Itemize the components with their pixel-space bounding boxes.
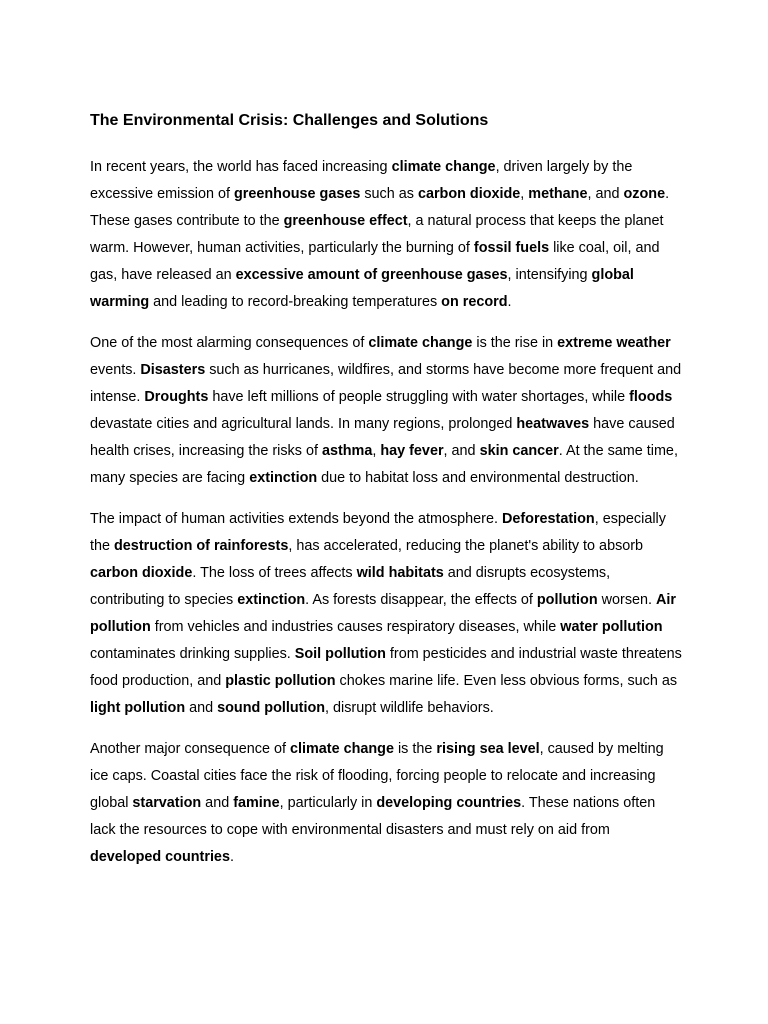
text-run: . (229, 849, 234, 865)
text-run: have caused health crises, increasing the risks of (90, 416, 675, 459)
text-run: , (520, 186, 529, 202)
bold-term: famine (233, 795, 280, 811)
text-run: devastate cities and agricultural lands. In many regions, prolonged (90, 416, 517, 432)
bold-term: hay fever (380, 443, 444, 459)
text-run: worsen. (597, 592, 657, 608)
text-run: In recent years, the world has faced increasing (90, 159, 392, 175)
bold-term: rising sea level (436, 741, 540, 757)
text-run: and (201, 795, 234, 811)
paragraph (90, 330, 682, 492)
bold-term: extreme weather (557, 335, 671, 351)
bold-term: water pollution (560, 619, 663, 635)
text-run: . At the same time, many species are facing (90, 443, 678, 486)
text-run: The impact of human activities extends beyond the atmosphere. (90, 511, 502, 527)
text-run: , and (443, 443, 480, 459)
text-run: , especially the (90, 511, 666, 554)
bold-term: climate change (391, 159, 496, 175)
bold-term: extinction (237, 592, 306, 608)
document-body (90, 154, 680, 871)
bold-term: climate change (290, 741, 394, 757)
text-run: One of the most alarming consequences of (90, 335, 369, 351)
bold-term: skin cancer (479, 443, 559, 459)
bold-term: sound pollution (217, 700, 326, 716)
text-run: from pesticides and industrial waste threatens food production, and (90, 646, 682, 689)
bold-term: Soil pollution (294, 646, 386, 662)
bold-term: pollution (536, 592, 598, 608)
bold-term: Droughts (144, 389, 209, 405)
bold-term: heatwaves (516, 416, 590, 432)
text-run: Another major consequence of (90, 741, 290, 757)
bold-term: ozone (623, 186, 666, 202)
bold-term: developing countries (376, 795, 522, 811)
bold-term: greenhouse effect (283, 213, 408, 229)
bold-term: carbon dioxide (90, 565, 193, 581)
text-run: have left millions of people struggling with water shortages, while (208, 389, 630, 405)
text-run: and (185, 700, 218, 716)
bold-term: starvation (132, 795, 202, 811)
document-title: The Environmental Crisis: Challenges and Solutions (90, 112, 489, 129)
text-run: , driven largely by the excessive emission of (90, 159, 633, 202)
text-run: contaminates drinking supplies. (90, 646, 295, 662)
text-run: , intensifying (507, 267, 592, 283)
text-run: from vehicles and industries causes respiratory diseases, while (150, 619, 561, 635)
text-run: events. (90, 362, 141, 378)
text-run: . The loss of trees affects (192, 565, 357, 581)
text-run: , (372, 443, 381, 459)
text-run: . As forests disappear, the effects of (305, 592, 537, 608)
bold-term: Air pollution (90, 592, 677, 635)
bold-term: Deforestation (501, 511, 595, 527)
bold-term: wild habitats (356, 565, 444, 581)
bold-term: destruction of rainforests (114, 538, 289, 554)
text-run: like coal, oil, and gas, have released an (90, 240, 660, 283)
bold-term: light pollution (90, 700, 186, 716)
text-run: due to habitat loss and environmental destruction. (317, 470, 639, 486)
text-run: . These gases contribute to the (90, 186, 670, 229)
text-run: such as hurricanes, wildfires, and storms have become more frequent and intense. (90, 362, 682, 405)
paragraph (90, 506, 682, 722)
bold-term: developed countries (90, 849, 230, 865)
bold-term: floods (629, 389, 673, 405)
bold-term: fossil fuels (473, 240, 550, 256)
text-run: , particularly in (279, 795, 377, 811)
bold-term: excessive amount of greenhouse gases (235, 267, 508, 283)
text-run: , and (587, 186, 624, 202)
text-run: and leading to record-breaking temperatures (149, 294, 442, 310)
bold-term: carbon dioxide (417, 186, 521, 202)
bold-term: plastic pollution (225, 673, 336, 689)
bold-term: climate change (368, 335, 473, 351)
text-run: . (507, 294, 512, 310)
text-run: , a natural process that keeps the planet warm. However, human activities, particularly the burning of (90, 213, 664, 256)
text-run: is the (393, 741, 437, 757)
text-run: , has accelerated, reducing the planet's ability to absorb (288, 538, 644, 554)
text-run: and disrupts ecosystems, contributing to species (90, 565, 611, 608)
text-run: is the rise in (472, 335, 558, 351)
paragraph (90, 154, 682, 316)
paragraph (90, 736, 682, 871)
bold-term: asthma (321, 443, 373, 459)
text-run: . These nations often lack the resources to cope with environmental disasters and must rely on aid from (90, 795, 656, 838)
bold-term: extinction (249, 470, 318, 486)
bold-term: on record (441, 294, 508, 310)
text-run: such as (360, 186, 418, 202)
bold-term: methane (528, 186, 588, 202)
text-run: chokes marine life. Even less obvious forms, such as (335, 673, 678, 689)
bold-term: Disasters (140, 362, 206, 378)
text-run: , caused by melting ice caps. Coastal cities face the risk of flooding, forcing people to relocate and increasing global (90, 741, 664, 811)
bold-term: greenhouse gases (233, 186, 361, 202)
text-run: , disrupt wildlife behaviors. (325, 700, 494, 716)
bold-term: global warming (90, 267, 634, 310)
